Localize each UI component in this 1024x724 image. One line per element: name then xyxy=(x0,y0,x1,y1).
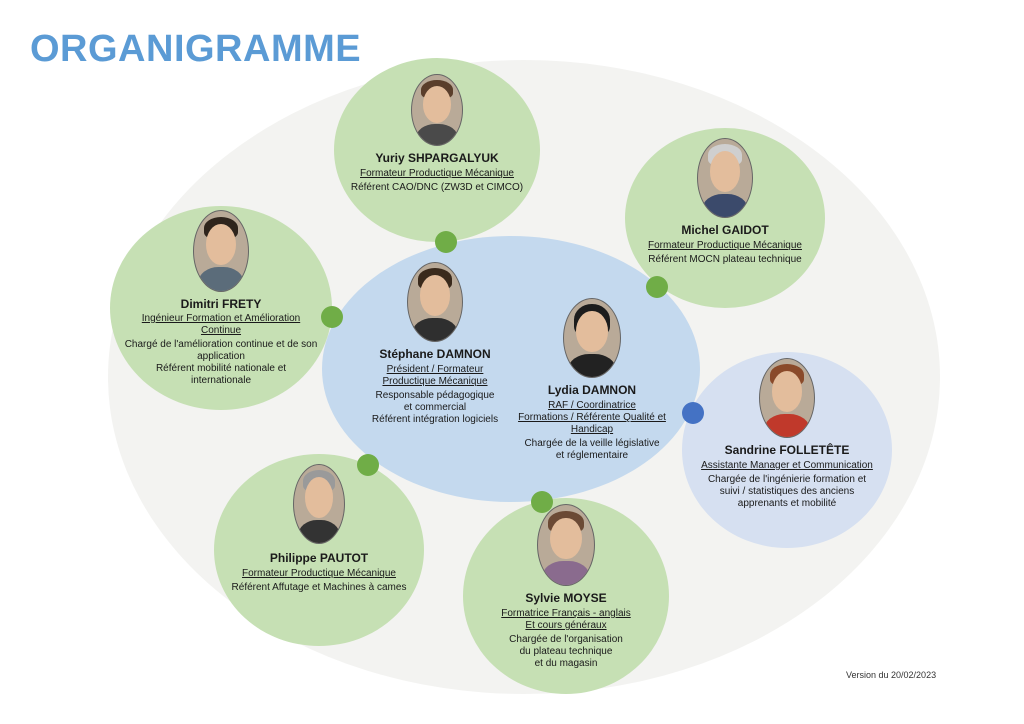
person-role: RAF / Coordinatrice xyxy=(548,400,636,411)
bubble-sandrine xyxy=(682,352,892,548)
person-desc: et réglementaire xyxy=(555,450,629,461)
person-desc: Chargée de l'ingénierie formation et xyxy=(707,474,867,485)
bubble-philippe xyxy=(214,454,424,646)
person-role: Formateur Productique Mécanique xyxy=(648,240,802,251)
photo-michel xyxy=(697,138,753,218)
photo-stephane xyxy=(407,262,463,342)
person-role: Handicap xyxy=(570,424,614,435)
person-role: Formateur Productique Mécanique xyxy=(242,568,396,579)
person-role: Formations / Référente Qualité et xyxy=(518,412,666,423)
connector-dot-dimitri xyxy=(321,306,343,328)
connector-dot-philippe xyxy=(357,454,379,476)
version-label: Version du 20/02/2023 xyxy=(846,670,937,680)
person-desc: Chargée de la veille législative xyxy=(524,438,660,449)
person-role: Productique Mécanique xyxy=(382,376,488,387)
person-desc: Référent intégration logiciels xyxy=(371,414,499,425)
person-role: Continue xyxy=(200,325,242,336)
person-role: Ingénieur Formation et Amélioration xyxy=(141,313,301,324)
person-role: Formateur Productique Mécanique xyxy=(360,168,514,179)
photo-yuriy xyxy=(411,74,463,146)
connector-dot-sandrine xyxy=(682,402,704,424)
connector-dot-sylvie xyxy=(531,491,553,513)
person-role: Et cours généraux xyxy=(525,620,607,631)
person-lydia xyxy=(506,298,678,462)
person-stephane xyxy=(360,262,510,426)
bubble-dimitri xyxy=(110,206,332,410)
person-name: Sandrine FOLLETÊTE xyxy=(724,443,850,457)
photo-philippe xyxy=(293,464,345,544)
person-name: Lydia DAMNON xyxy=(547,383,637,397)
photo-lydia xyxy=(563,298,621,378)
bubble-yuriy xyxy=(334,58,540,242)
photo-sylvie xyxy=(537,504,595,586)
person-desc: Référent CAO/DNC (ZW3D et CIMCO) xyxy=(350,182,524,193)
person-name: Michel GAIDOT xyxy=(681,223,769,237)
person-desc: application xyxy=(197,351,245,362)
person-desc: Référent MOCN plateau technique xyxy=(648,254,802,265)
photo-sandrine xyxy=(759,358,815,438)
person-desc: et du magasin xyxy=(534,658,598,669)
person-desc: Chargé de l'amélioration continue et de son xyxy=(124,339,318,350)
person-desc: Chargée de l'organisation xyxy=(509,634,623,645)
person-desc: Référent Affutage et Machines à cames xyxy=(231,582,407,593)
bubble-sylvie xyxy=(463,498,669,694)
person-desc: du plateau technique xyxy=(519,646,613,657)
person-desc: apprenants et mobilité xyxy=(737,498,837,509)
person-name: Yuriy SHPARGALYUK xyxy=(375,151,499,165)
person-desc: Référent mobilité nationale et xyxy=(155,363,287,374)
person-role: Assistante Manager et Communication xyxy=(701,460,873,471)
page-title: ORGANIGRAMME xyxy=(30,28,362,70)
person-name: Stéphane DAMNON xyxy=(379,347,491,361)
connector-dot-yuriy xyxy=(435,231,457,253)
person-name: Philippe PAUTOT xyxy=(269,551,369,565)
person-name: Dimitri FRETY xyxy=(180,297,262,311)
person-role: Formatrice Français - anglais xyxy=(501,608,631,619)
connector-dot-michel xyxy=(646,276,668,298)
person-role: Président / Formateur xyxy=(386,364,484,375)
person-desc: internationale xyxy=(190,375,252,386)
person-desc: suivi / statistiques des anciens xyxy=(719,486,855,497)
person-desc: et commercial xyxy=(403,402,467,413)
person-desc: Responsable pédagogique xyxy=(375,390,495,401)
person-name: Sylvie MOYSE xyxy=(525,591,607,605)
photo-dimitri xyxy=(193,210,249,292)
